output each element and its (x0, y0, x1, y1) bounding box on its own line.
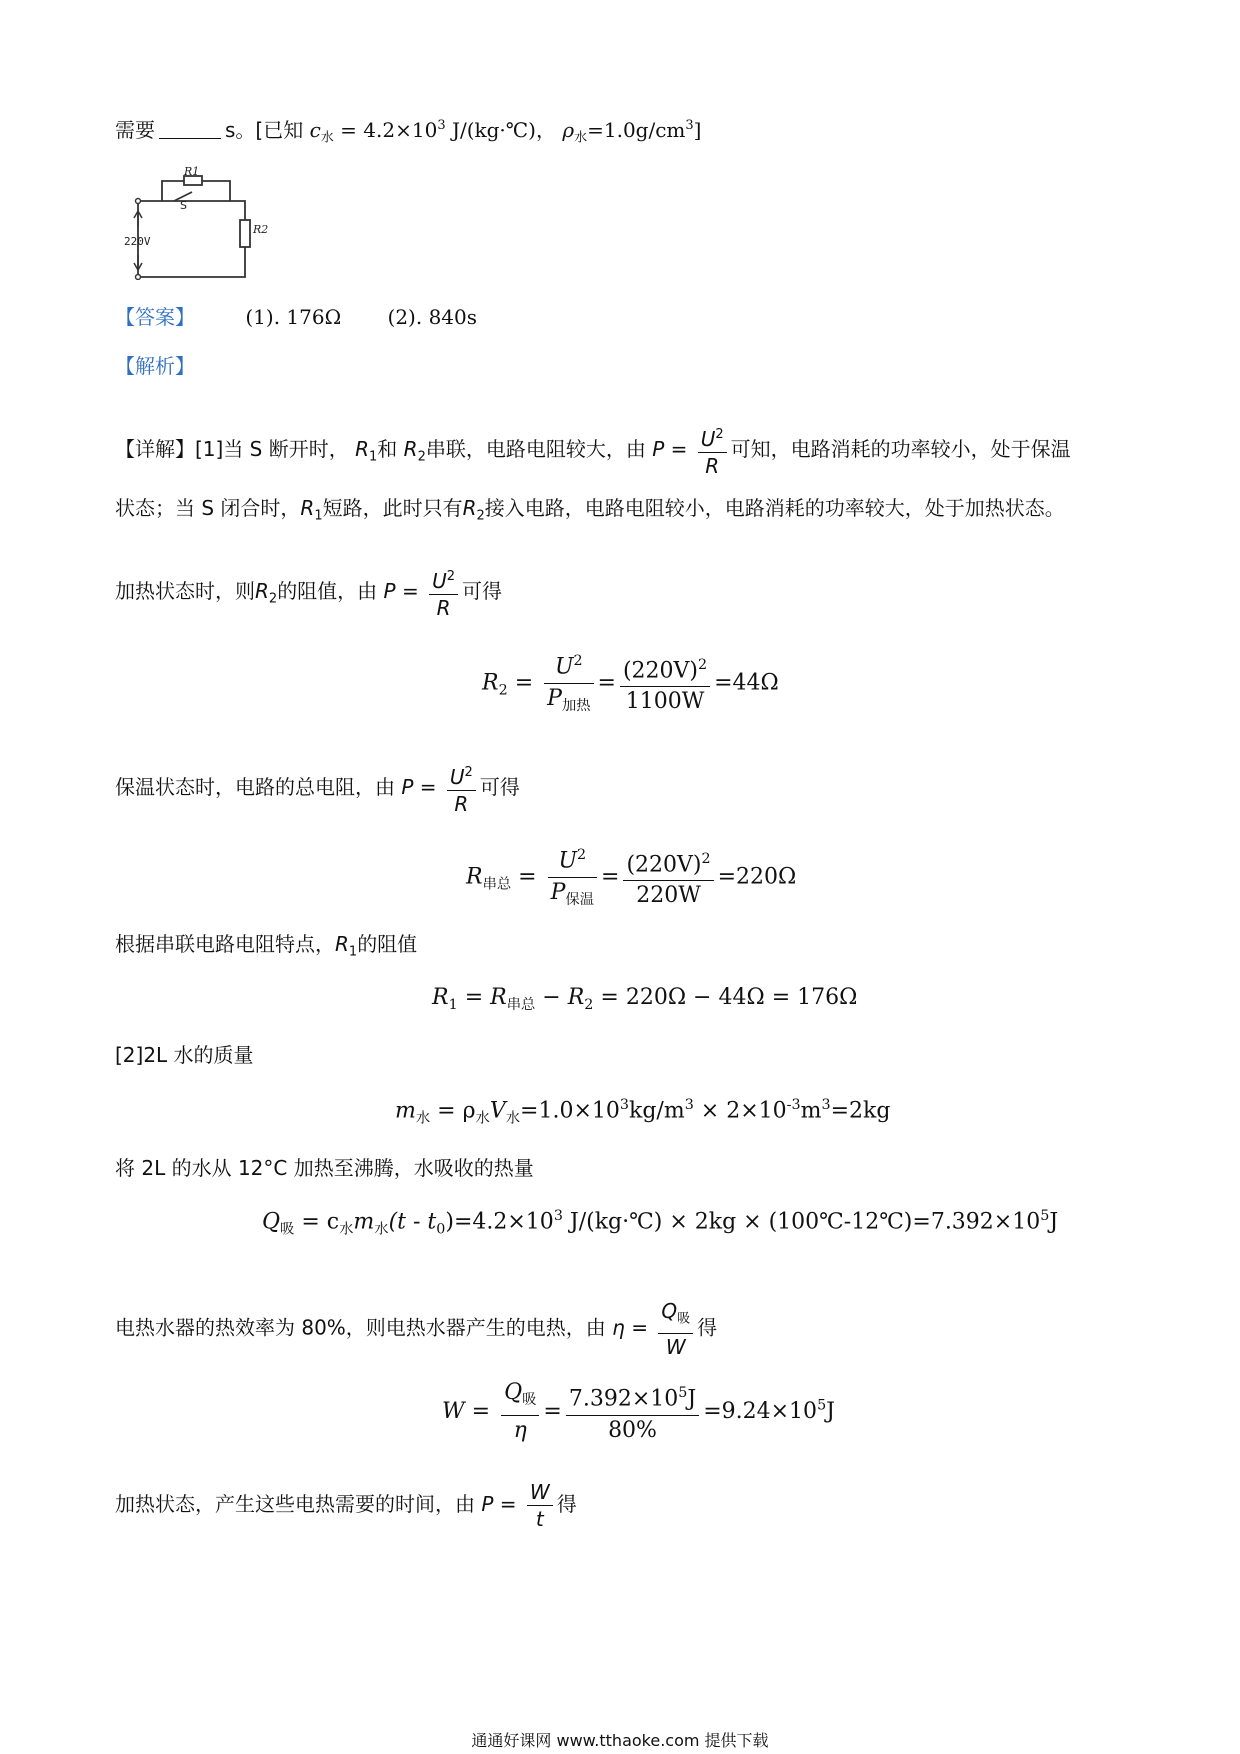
absorb-line: 将 2L 的水从 12°C 加热至沸腾，水吸收的热量 (115, 1156, 534, 1180)
fraction-power: $\frac{U^2}{R}$ (429, 564, 458, 621)
equation-r-total: $R_{串总}$ = $\frac{U^2}{P_{保温}}$ = $\frac{(220V)^2}{220W}$ =220Ω (466, 840, 796, 915)
circuit-wire-r1-right (202, 181, 230, 201)
label-r2: R2 (253, 223, 269, 236)
footer: 通通好课网 www.tthaoke.com 提供下载 (471, 1731, 769, 1750)
fraction-efficiency: $\frac{Q_吸}{W}$ (658, 1298, 693, 1360)
answer-tag: 【答案】 (115, 305, 195, 329)
detail-line-1: 【详解】[1]当 S 断开时， $R_1$和 $R_2$串联，电路电阻较大，由 P = $\frac{U^2}{R}$ 可知，电路消耗的功率较小，处于保温 (115, 422, 1071, 479)
equation-work: W = $\frac{Q_吸}{\eta}$ = $\frac{7.392\times 10^5J}{80\%}$ $=9.24\times 10^5J$ (442, 1380, 835, 1443)
detail-line-2: 状态；当 S 闭合时，$R_1$短路，此时只有$R_2$接入电路，电路电阻较小，电路消耗的功率较大，处于加热状态。 (115, 496, 1065, 524)
circuit-diagram (122, 165, 272, 280)
keep-warm-line: 保温状态时，电路的总电阻，由 P = $\frac{U^2}{R}$ 可得 (115, 760, 520, 817)
answer-2: (2). 840s (387, 305, 478, 329)
answer-blank (159, 118, 221, 139)
circuit-wire-top (138, 201, 245, 220)
equation-mass: $m_水 = \rho_水V_水=1.0\times 10^3kg/m^3 \times 2\times 10^{-3}m^3=2kg$ (395, 1097, 891, 1127)
heating-line: 加热状态时，则$R_2$的阻值，由 P = $\frac{U^2}{R}$ 可得 (115, 564, 502, 621)
series-line: 根据串联电路电阻特点，$R_1$的阻值 (115, 932, 418, 960)
equation-r2: $R_2$ = $\frac{U^2}{P_{加热}}$ = $\frac{(220V)^2}{1100W}$ =44Ω (482, 646, 779, 721)
terminal-top (136, 199, 141, 204)
circuit-wire-bottom (138, 201, 245, 277)
label-r1: R1 (184, 165, 200, 178)
fraction-power: $\frac{U^2}{R}$ (698, 422, 727, 479)
analysis-line (115, 352, 195, 380)
mass-line: [2]2L 水的质量 (115, 1043, 254, 1067)
equation-r1: $R_1 = R_{串总} - R_2 = 220\Omega - 44\Omega = 176\Omega$ (432, 985, 858, 1013)
fraction-power: $\frac{U^2}{R}$ (447, 760, 476, 817)
efficiency-line: 电热水器的热效率为 80%，则电热水器产生的电热，由 η = $\frac{Q_吸}{W}$ 得 (115, 1299, 718, 1359)
r2-resistor (240, 220, 250, 247)
analysis-tag: 【解析】 (115, 354, 195, 378)
time-line: 加热状态，产生这些电热需要的时间，由 P = $\frac{W}{t}$ 得 (115, 1480, 577, 1531)
fraction-power-time: $\frac{W}{t}$ (527, 1479, 553, 1532)
terminal-bottom (136, 275, 141, 280)
answer-line (115, 303, 477, 331)
equation-heat: $Q_吸 = c_水m_水(t - t_0)=4.2\times 10^3$ J/(kg·℃) × $2kg \times (100℃-12℃)=7.392\times 10^5J$ (262, 1208, 1059, 1238)
label-voltage: 220V (124, 235, 151, 248)
answer-1: (1). 176Ω (245, 305, 342, 329)
question-line: 需要 s。[已知 $c_水 = 4.2\times 10^3$ J/(kg·℃)， $\rho_水=1.0g/cm^3$] (115, 117, 702, 146)
label-s: S (180, 199, 187, 212)
